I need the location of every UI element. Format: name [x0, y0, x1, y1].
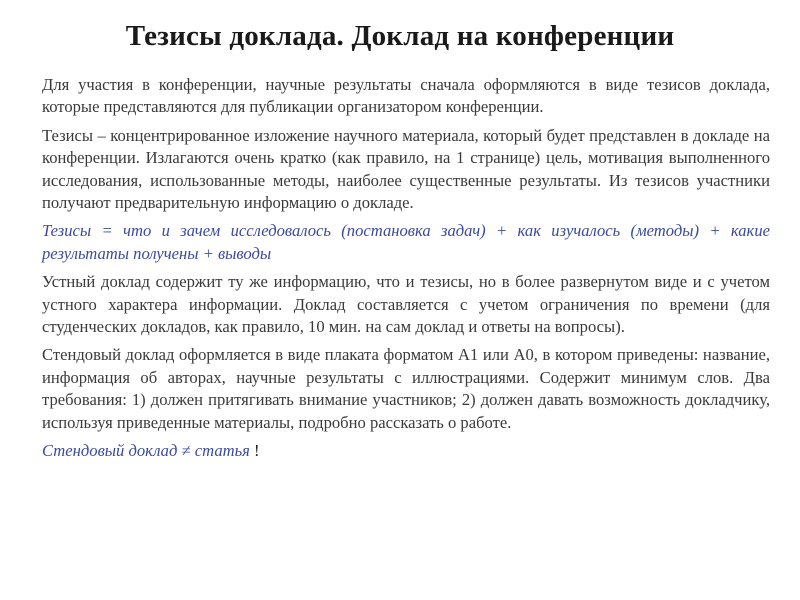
paragraph-poster-report: Стендовый доклад оформляется в виде плаката форматом А1 или А0, в котором приведены: название, информация об авторах, научные результаты с иллюстрациями. Содержит минимум слов. Два требования: 1) должен притягивать внимание участников; 2) должен давать возможность докладчику, используя приведенные материалы, подробно рассказать о работе. — [42, 345, 770, 432]
paragraph-thesis-formula: Тезисы = что и зачем исследовалось (постановка задач) + как изучалось (методы) + какие результаты получены + выводы — [42, 221, 770, 263]
paragraph-intro: Для участия в конференции, научные результаты сначала оформляются в виде тезисов доклада, которые представляются для публикации организатором конференции. — [42, 75, 770, 117]
final-statement — [42, 440, 770, 462]
slide-content — [42, 74, 770, 463]
final-statement-text: Стендовый доклад ≠ статья — [42, 441, 250, 461]
paragraph-thesis-definition: Тезисы – концентрированное изложение научного материала, который будет представлен в докладе на конференции. Излагаются очень кратко (как правило, на 1 странице) цель, мотивация выполненного исследования, использованные методы, наиболее существенные результаты. Из тезисов участники получают предварительную информацию о докладе. — [42, 125, 770, 213]
page-title: Тезисы доклада. Доклад на конференции — [125, 20, 675, 52]
final-statement-exclamation: ! — [249, 441, 260, 461]
paragraph-oral-report: Устный доклад содержит ту же информацию, что и тезисы, но в более развернутом виде и с учетом устного характера информации. Доклад составляется с учетом ограничения по времени (для студенческих докладов, как правило, 10 мин. на сам доклад и ответы на вопросы). — [42, 272, 770, 337]
